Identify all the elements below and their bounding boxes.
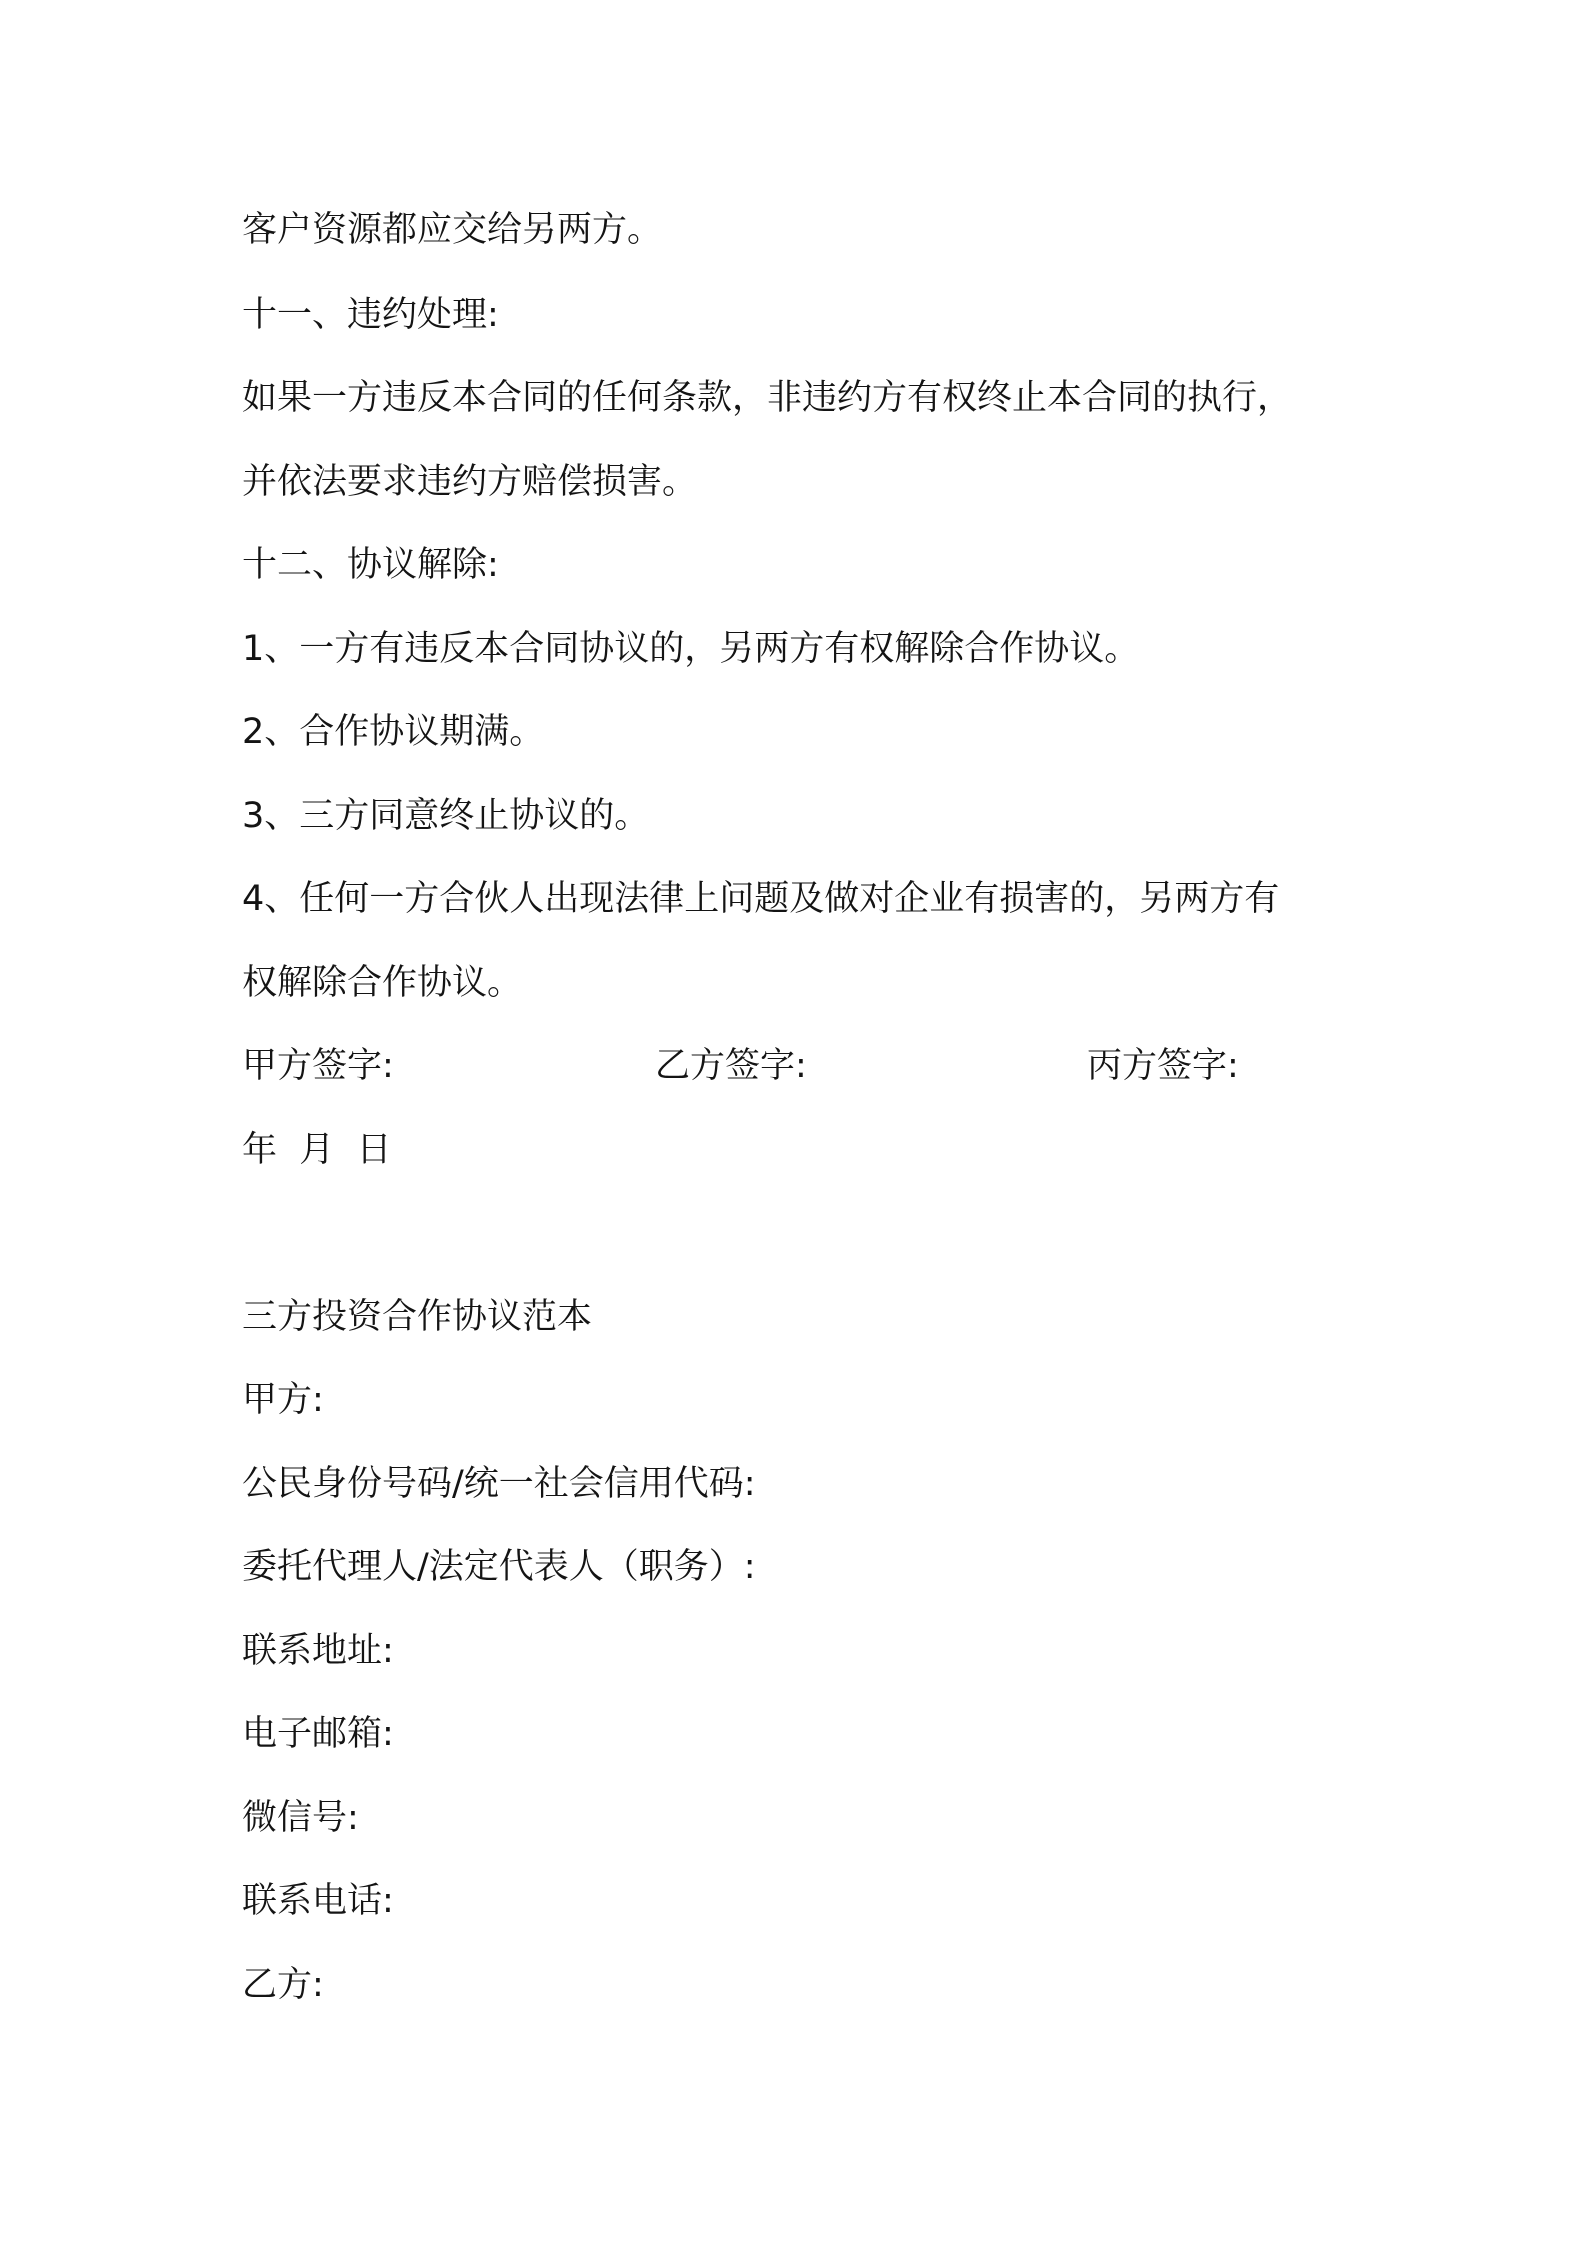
field-agent: 委托代理人/法定代表人（职务）: (242, 1547, 756, 1587)
heading-breach-handling: 十一、违约处理: (242, 295, 499, 335)
document-title: 三方投资合作协议范本 (242, 1297, 593, 1337)
heading-agreement-termination: 十二、协议解除: (242, 545, 499, 585)
paragraph-breach-line-1: 如果一方违反本合同的任何条款，非违约方有权终止本合同的执行， (242, 378, 1293, 418)
signature-party-a: 甲方签字: (242, 1046, 394, 1086)
list-item-termination-1: 1、一方有违反本合同协议的，另两方有权解除合作协议。 (242, 629, 1140, 669)
list-item-termination-2: 2、合作协议期满。 (242, 712, 545, 752)
paragraph-client-resources: 客户资源都应交给另两方。 (242, 210, 663, 250)
field-id-code: 公民身份号码/统一社会信用代码: (242, 1464, 756, 1504)
paragraph-breach-line-2: 并依法要求违约方赔偿损害。 (242, 462, 698, 502)
signature-party-c: 丙方签字: (1087, 1046, 1239, 1086)
field-party-a: 甲方: (242, 1380, 324, 1420)
field-email: 电子邮箱: (242, 1714, 394, 1754)
signature-date: 年 月 日 (242, 1130, 392, 1170)
list-item-termination-4-line-1: 4、任何一方合伙人出现法律上问题及做对企业有损害的，另两方有 (242, 879, 1280, 919)
signature-party-b: 乙方签字: (655, 1046, 807, 1086)
list-item-termination-4-line-2: 权解除合作协议。 (242, 963, 523, 1003)
list-item-termination-3: 3、三方同意终止协议的。 (242, 796, 650, 836)
field-address: 联系地址: (242, 1631, 394, 1671)
field-wechat: 微信号: (242, 1798, 359, 1838)
field-party-b: 乙方: (242, 1965, 324, 2005)
field-phone: 联系电话: (242, 1881, 394, 1921)
